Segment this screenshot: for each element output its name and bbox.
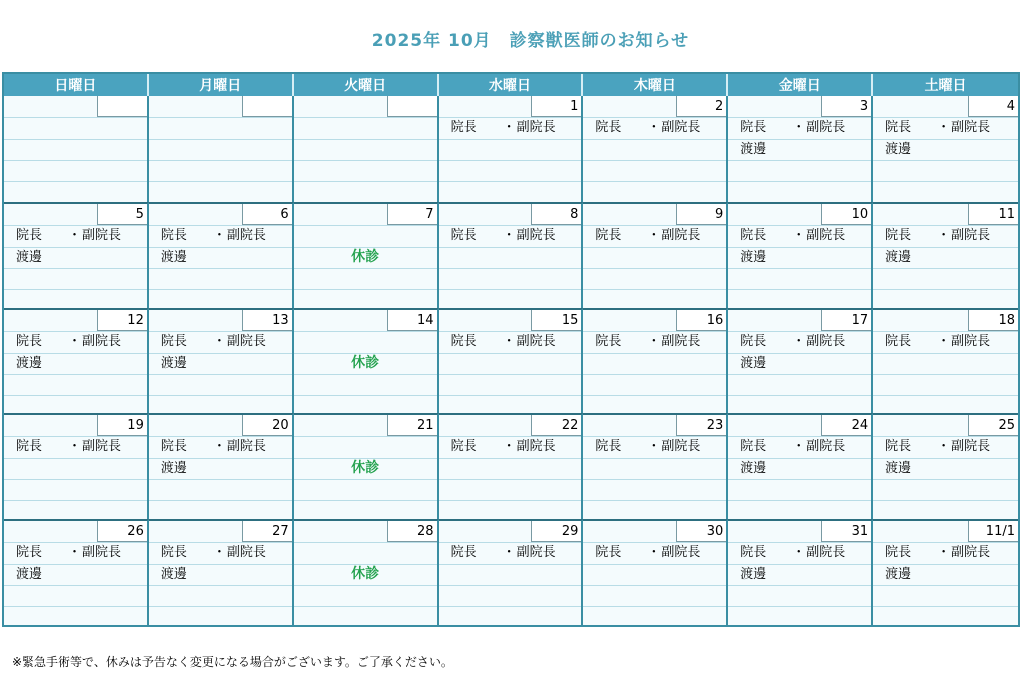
staff-line — [149, 436, 292, 457]
day-cell — [4, 519, 149, 625]
date-number: 18 — [968, 310, 1018, 331]
staff-line — [873, 225, 1018, 246]
day-cell — [4, 96, 149, 202]
date-number: 10 — [821, 204, 871, 225]
day-cell — [583, 519, 728, 625]
director-label: 院長 — [740, 333, 767, 349]
vet-name: 渡邊 — [160, 567, 187, 583]
director-label: 院長 — [450, 227, 477, 243]
weekday-header: 月曜日 — [149, 74, 294, 96]
staff-line — [728, 542, 871, 563]
staff-line — [873, 436, 1018, 457]
director-label: 院長 — [885, 439, 912, 455]
vice-director-label: 副院長 — [82, 439, 122, 455]
separator-dot: ・ — [792, 120, 806, 135]
day-cell — [583, 96, 728, 202]
date-number: 5 — [97, 204, 147, 225]
weekday-header: 土曜日 — [873, 74, 1018, 96]
day-cell — [149, 308, 294, 414]
vice-director-label: 副院長 — [806, 545, 846, 561]
date-number: 1 — [531, 96, 581, 117]
staff-line — [728, 436, 871, 457]
date-number — [97, 96, 147, 117]
director-label: 院長 — [885, 227, 912, 243]
vice-director-label: 副院長 — [516, 439, 556, 455]
director-label: 院長 — [885, 333, 912, 349]
date-number: 9 — [676, 204, 726, 225]
date-number — [242, 96, 292, 117]
day-cell — [873, 519, 1018, 625]
staff-line — [439, 542, 582, 563]
separator-dot: ・ — [68, 545, 82, 561]
day-cell — [149, 202, 294, 308]
day-cell — [873, 96, 1018, 202]
director-label: 院長 — [160, 227, 187, 243]
vice-director-label: 副院長 — [516, 545, 556, 561]
staff-line — [583, 436, 726, 457]
director-label: 院長 — [595, 545, 622, 561]
date-number: 14 — [387, 310, 437, 331]
vice-director-label: 副院長 — [516, 227, 556, 243]
staff-line — [583, 331, 726, 352]
separator-dot: ・ — [502, 439, 516, 455]
vice-director-label: 副院長 — [951, 439, 991, 455]
date-number: 8 — [531, 204, 581, 225]
vet-name: 渡邊 — [885, 142, 912, 157]
staff-line — [149, 542, 292, 563]
date-number: 13 — [242, 310, 292, 331]
staff-line — [728, 225, 871, 246]
separator-dot: ・ — [792, 333, 806, 349]
day-cell — [4, 413, 149, 519]
vice-director-label: 副院長 — [806, 120, 846, 135]
director-label: 院長 — [740, 545, 767, 561]
director-label: 院長 — [450, 439, 477, 455]
day-cell — [728, 519, 873, 625]
separator-dot: ・ — [647, 120, 661, 135]
director-label: 院長 — [16, 227, 43, 243]
vet-name: 渡邊 — [885, 249, 912, 265]
closed-label: 休診 — [351, 566, 380, 583]
director-label: 院長 — [595, 120, 622, 135]
director-label: 院長 — [16, 333, 43, 349]
director-label: 院長 — [740, 120, 767, 135]
closed-label: 休診 — [351, 460, 380, 477]
day-cell — [294, 519, 439, 625]
staff-line — [4, 542, 147, 563]
separator-dot: ・ — [502, 120, 516, 135]
weekday-header: 木曜日 — [583, 74, 728, 96]
date-number: 28 — [387, 521, 437, 542]
closed-label: 休診 — [351, 354, 380, 371]
staff-line — [149, 331, 292, 352]
date-number: 15 — [531, 310, 581, 331]
separator-dot: ・ — [68, 227, 82, 243]
vet-name: 渡邊 — [740, 567, 767, 583]
vet-name: 渡邊 — [740, 142, 767, 157]
date-number: 21 — [387, 415, 437, 436]
day-cell — [439, 202, 584, 308]
vice-director-label: 副院長 — [806, 333, 846, 349]
day-cell — [294, 308, 439, 414]
vice-director-label: 副院長 — [661, 439, 701, 455]
day-cell — [4, 202, 149, 308]
staff-line — [873, 117, 1018, 138]
staff-line — [583, 225, 726, 246]
separator-dot: ・ — [937, 120, 951, 135]
staff-line — [583, 117, 726, 138]
vice-director-label: 副院長 — [226, 545, 266, 561]
director-label: 院長 — [595, 439, 622, 455]
day-cell — [294, 202, 439, 308]
day-cell — [873, 308, 1018, 414]
vet-name: 渡邊 — [885, 567, 912, 583]
separator-dot: ・ — [937, 227, 951, 243]
vet-name: 渡邊 — [16, 249, 43, 265]
director-label: 院長 — [885, 545, 912, 561]
vice-director-label: 副院長 — [661, 227, 701, 243]
vice-director-label: 副院長 — [951, 227, 991, 243]
vice-director-label: 副院長 — [661, 120, 701, 135]
date-number: 24 — [821, 415, 871, 436]
staff-line — [4, 225, 147, 246]
staff-line — [728, 331, 871, 352]
separator-dot: ・ — [647, 439, 661, 455]
staff-line — [439, 117, 582, 138]
vice-director-label: 副院長 — [82, 227, 122, 243]
vet-name: 渡邊 — [160, 355, 187, 371]
vet-name: 渡邊 — [740, 249, 767, 265]
director-label: 院長 — [740, 227, 767, 243]
day-cell — [728, 202, 873, 308]
date-number: 17 — [821, 310, 871, 331]
separator-dot: ・ — [502, 227, 516, 243]
date-number: 12 — [97, 310, 147, 331]
director-label: 院長 — [595, 333, 622, 349]
date-number: 11/1 — [968, 521, 1018, 542]
staff-line — [4, 331, 147, 352]
staff-line — [728, 117, 871, 138]
director-label: 院長 — [160, 333, 187, 349]
day-cell — [439, 308, 584, 414]
separator-dot: ・ — [212, 439, 226, 455]
vice-director-label: 副院長 — [516, 333, 556, 349]
date-number: 22 — [531, 415, 581, 436]
director-label: 院長 — [450, 545, 477, 561]
staff-line — [439, 331, 582, 352]
vet-name: 渡邊 — [160, 249, 187, 265]
separator-dot: ・ — [212, 545, 226, 561]
footnote: ※緊急手術等で、休みは予告なく変更になる場合がございます。ご了承ください。 — [12, 655, 453, 669]
date-number: 30 — [676, 521, 726, 542]
day-cell — [439, 413, 584, 519]
vice-director-label: 副院長 — [951, 333, 991, 349]
staff-line — [149, 225, 292, 246]
separator-dot: ・ — [647, 333, 661, 349]
vice-director-label: 副院長 — [226, 333, 266, 349]
day-cell — [583, 308, 728, 414]
vice-director-label: 副院長 — [661, 545, 701, 561]
staff-line — [4, 436, 147, 457]
vice-director-label: 副院長 — [82, 545, 122, 561]
staff-line — [873, 331, 1018, 352]
date-number: 3 — [821, 96, 871, 117]
weekday-header: 日曜日 — [4, 74, 149, 96]
separator-dot: ・ — [212, 333, 226, 349]
vet-name: 渡邊 — [740, 461, 767, 477]
separator-dot: ・ — [502, 333, 516, 349]
day-cell — [728, 308, 873, 414]
page-title: 2025年 10月 診察獣医師のお知らせ — [371, 31, 690, 51]
date-number: 29 — [531, 521, 581, 542]
separator-dot: ・ — [937, 439, 951, 455]
director-label: 院長 — [160, 439, 187, 455]
day-cell — [439, 519, 584, 625]
closed-label: 休診 — [351, 248, 380, 265]
separator-dot: ・ — [792, 545, 806, 561]
director-label: 院長 — [16, 545, 43, 561]
day-cell — [294, 413, 439, 519]
date-number — [387, 96, 437, 117]
day-cell — [583, 413, 728, 519]
vet-name: 渡邊 — [160, 461, 187, 477]
vet-name: 渡邊 — [740, 355, 767, 371]
vice-director-label: 副院長 — [951, 545, 991, 561]
day-cell — [149, 519, 294, 625]
date-number: 7 — [387, 204, 437, 225]
date-number: 20 — [242, 415, 292, 436]
weekday-header: 金曜日 — [728, 74, 873, 96]
day-cell — [149, 96, 294, 202]
vice-director-label: 副院長 — [806, 227, 846, 243]
calendar-grid — [2, 72, 1020, 627]
staff-line — [873, 542, 1018, 563]
date-number: 16 — [676, 310, 726, 331]
staff-line — [439, 225, 582, 246]
director-label: 院長 — [450, 333, 477, 349]
date-number: 6 — [242, 204, 292, 225]
separator-dot: ・ — [68, 333, 82, 349]
day-cell — [294, 96, 439, 202]
date-number: 25 — [968, 415, 1018, 436]
weekday-header: 水曜日 — [439, 74, 584, 96]
day-cell — [439, 96, 584, 202]
day-cell — [583, 202, 728, 308]
vet-name: 渡邊 — [885, 461, 912, 477]
date-number: 26 — [97, 521, 147, 542]
vet-name: 渡邊 — [16, 567, 43, 583]
date-number: 27 — [242, 521, 292, 542]
vice-director-label: 副院長 — [806, 439, 846, 455]
staff-line — [439, 436, 582, 457]
vice-director-label: 副院長 — [82, 333, 122, 349]
vice-director-label: 副院長 — [226, 227, 266, 243]
separator-dot: ・ — [647, 227, 661, 243]
director-label: 院長 — [160, 545, 187, 561]
director-label: 院長 — [16, 439, 43, 455]
separator-dot: ・ — [212, 227, 226, 243]
date-number: 31 — [821, 521, 871, 542]
director-label: 院長 — [885, 120, 912, 135]
date-number: 23 — [676, 415, 726, 436]
date-number: 11 — [968, 204, 1018, 225]
separator-dot: ・ — [502, 545, 516, 561]
weekday-header: 火曜日 — [294, 74, 439, 96]
director-label: 院長 — [450, 120, 477, 135]
vice-director-label: 副院長 — [951, 120, 991, 135]
staff-line — [583, 542, 726, 563]
separator-dot: ・ — [937, 333, 951, 349]
vice-director-label: 副院長 — [516, 120, 556, 135]
director-label: 院長 — [740, 439, 767, 455]
day-cell — [728, 96, 873, 202]
director-label: 院長 — [595, 227, 622, 243]
vet-name: 渡邊 — [16, 355, 43, 371]
separator-dot: ・ — [937, 545, 951, 561]
day-cell — [873, 413, 1018, 519]
date-number: 2 — [676, 96, 726, 117]
day-cell — [149, 413, 294, 519]
separator-dot: ・ — [792, 439, 806, 455]
date-number: 4 — [968, 96, 1018, 117]
day-cell — [728, 413, 873, 519]
separator-dot: ・ — [68, 439, 82, 455]
vice-director-label: 副院長 — [661, 333, 701, 349]
day-cell — [873, 202, 1018, 308]
day-cell — [4, 308, 149, 414]
separator-dot: ・ — [792, 227, 806, 243]
date-number: 19 — [97, 415, 147, 436]
vice-director-label: 副院長 — [226, 439, 266, 455]
separator-dot: ・ — [647, 545, 661, 561]
